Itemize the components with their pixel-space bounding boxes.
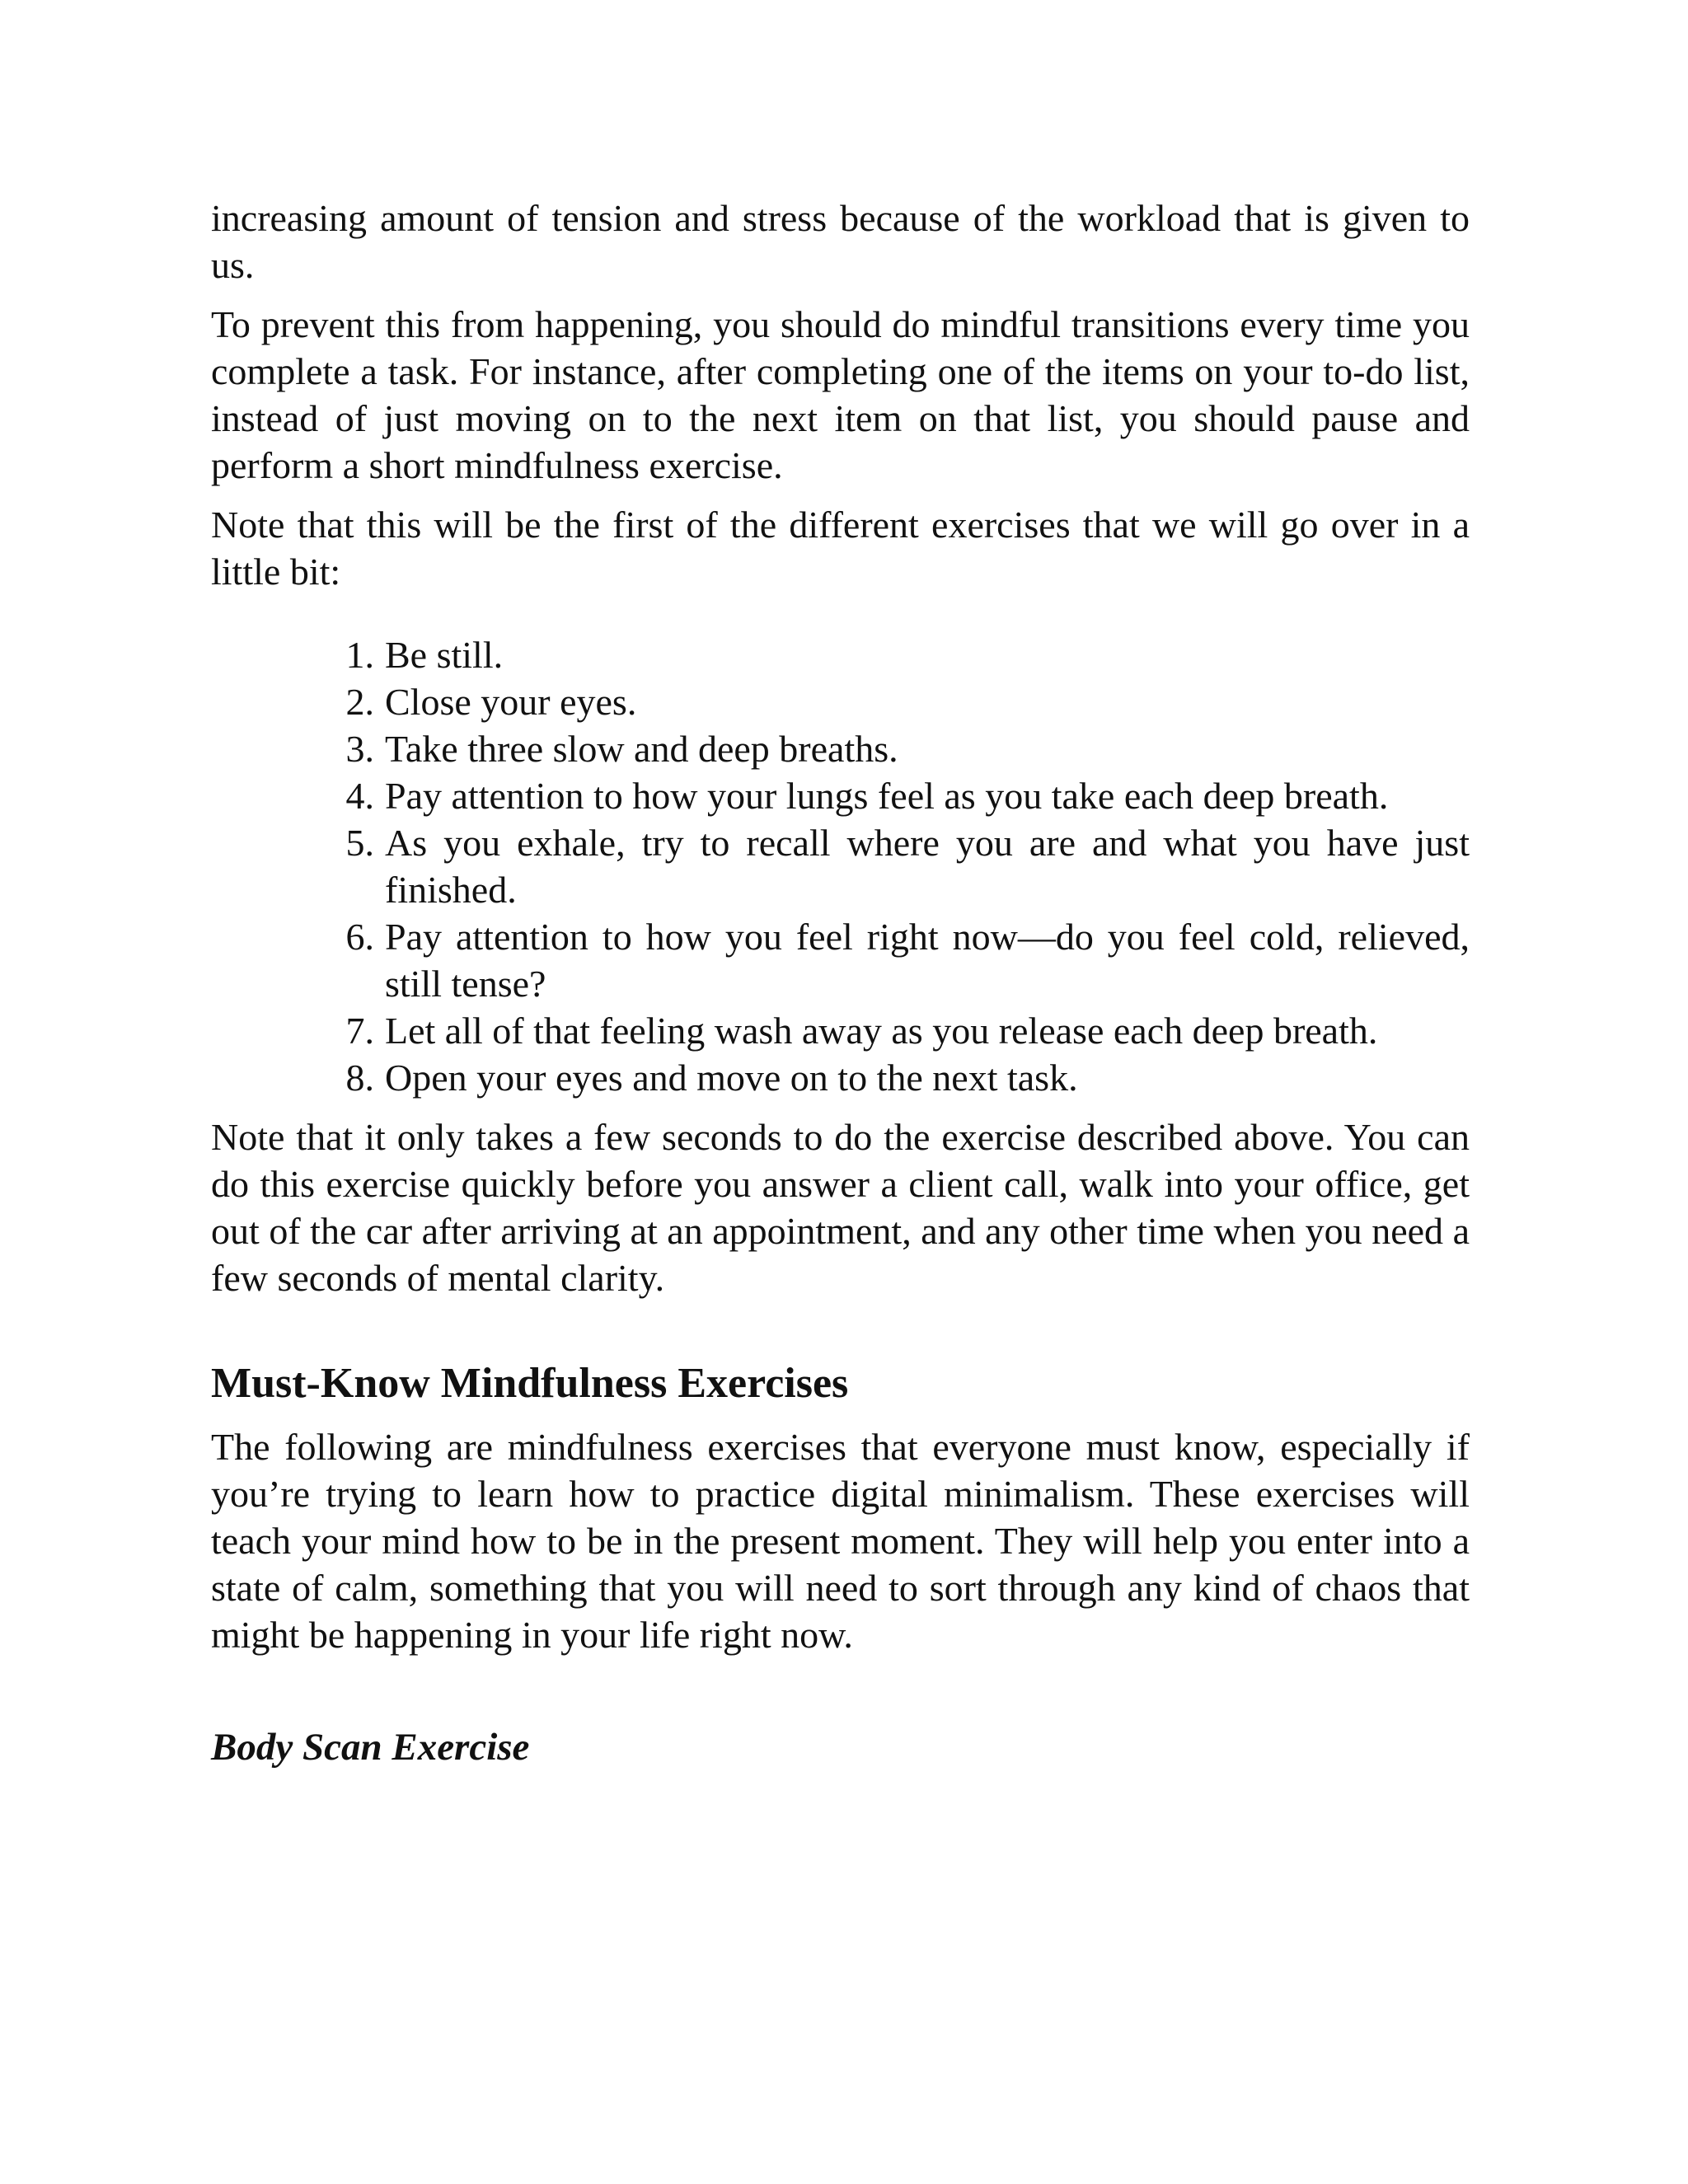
document-page xyxy=(211,194,1470,1772)
paragraph-exercise-duration: Note that it only takes a few seconds to do the exercise described above. You can do this exercise quickly before you answer a client call, walk into your office, get out of the car after arriving at an appointment, and any other time when you need a few seconds of mental clarity. xyxy=(211,1116,1470,1299)
list-item xyxy=(211,772,1470,819)
list-item-number: 5. xyxy=(345,822,374,864)
list-item-text: Pay attention to how your lungs feel as you take each deep breath. xyxy=(385,775,1389,817)
paragraph-mindful-transitions: To prevent this from happening, you should do mindful transitions every time you complete a task. For instance, after completing one of the items on your to-do list, instead of just moving on to the next item on that list, you should pause and perform a short mindfulness exercise. xyxy=(211,303,1470,486)
list-item-number: 4. xyxy=(345,775,374,817)
list-item-text: Pay attention to how you feel right now—do you feel cold, relieved, still tense? xyxy=(385,916,1470,1005)
list-item-number: 1. xyxy=(345,634,374,676)
list-item-text: Open your eyes and move on to the next task. xyxy=(385,1057,1078,1099)
subsection-heading: Body Scan Exercise xyxy=(211,1726,530,1769)
list-item xyxy=(211,631,1470,678)
list-item xyxy=(211,725,1470,772)
list-item-text: As you exhale, try to recall where you are and what you have just finished. xyxy=(385,822,1470,911)
list-item-number: 8. xyxy=(345,1057,374,1099)
list-item-text: Close your eyes. xyxy=(385,681,637,723)
list-item xyxy=(211,913,1470,1007)
paragraph-first-exercise-note: Note that this will be the first of the different exercises that we will go over in a little bit: xyxy=(211,504,1470,593)
paragraph-section-intro: The following are mindfulness exercises that everyone must know, especially if you’re trying to learn how to practice digital minimalism. These exercises will teach your mind how to be in the present moment. They will help you enter into a state of calm, something that you will need to sort through any kind of chaos that might be happening in your life right now. xyxy=(211,1426,1470,1656)
exercise-steps-list xyxy=(211,631,1470,1101)
paragraph-workload: increasing amount of tension and stress because of the workload that is given to us. xyxy=(211,197,1470,286)
list-item-number: 6. xyxy=(345,916,374,958)
list-item-text: Be still. xyxy=(385,634,504,676)
list-item xyxy=(211,1054,1470,1101)
list-item xyxy=(211,819,1470,913)
list-item-number: 7. xyxy=(345,1010,374,1052)
list-item xyxy=(211,1007,1470,1054)
list-item xyxy=(211,678,1470,725)
list-item-text: Let all of that feeling wash away as you release each deep breath. xyxy=(385,1010,1378,1052)
list-item-number: 2. xyxy=(345,681,374,723)
list-item-number: 3. xyxy=(345,728,374,770)
section-heading: Must-Know Mindfulness Exercises xyxy=(211,1360,849,1407)
list-item-text: Take three slow and deep breaths. xyxy=(385,728,898,770)
